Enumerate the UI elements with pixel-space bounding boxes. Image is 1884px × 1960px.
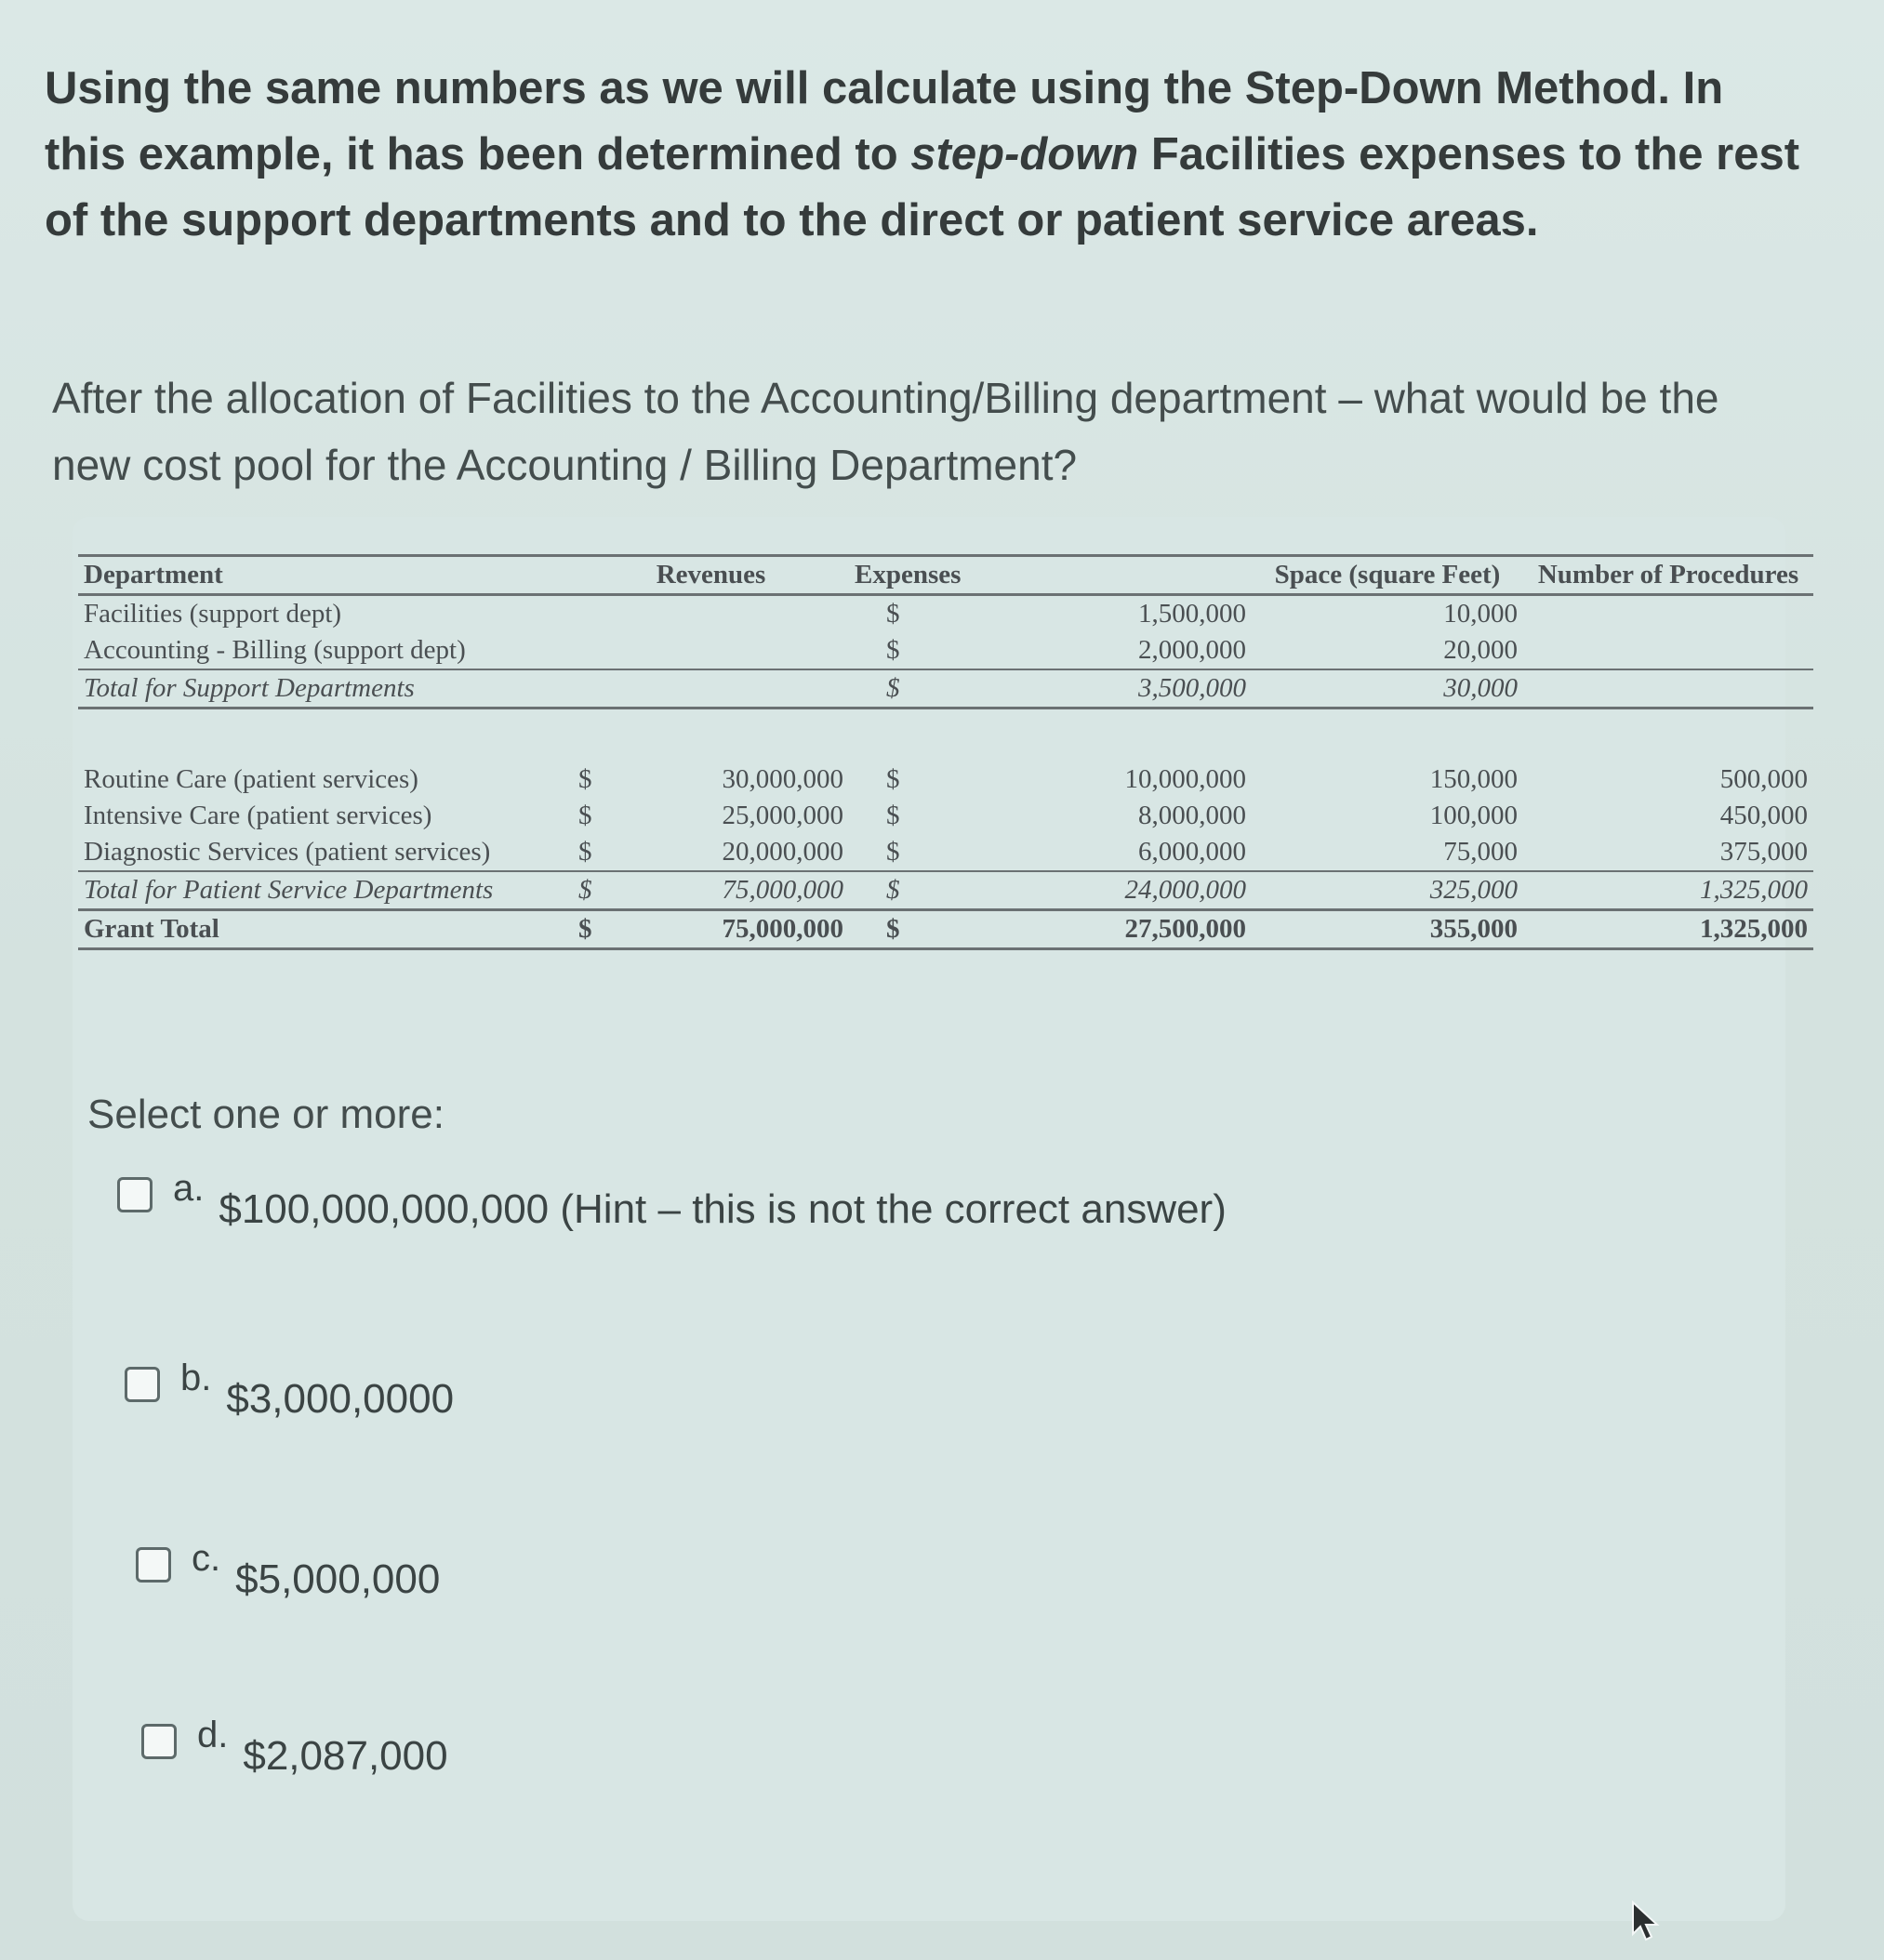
option-letter: a. xyxy=(173,1168,205,1209)
cell-department: Accounting - Billing (support dept) xyxy=(84,635,466,665)
cell-department: Intensive Care (patient services) xyxy=(84,801,432,830)
checkbox-a[interactable] xyxy=(117,1177,153,1212)
cell-rev-symbol: $ xyxy=(578,837,592,867)
cell-space: 10,000 xyxy=(1443,599,1518,629)
cell-revenues xyxy=(617,632,849,669)
option-letter: b. xyxy=(180,1357,212,1398)
cell-exp-symbol: $ xyxy=(885,801,900,830)
department-table xyxy=(78,554,1813,950)
cell-procedures: 375,000 xyxy=(1719,837,1808,867)
cell-exp-symbol: $ xyxy=(885,764,900,794)
cell-space: 20,000 xyxy=(1443,635,1518,665)
table-grand-total-row xyxy=(78,910,1813,949)
cell-space: 355,000 xyxy=(1252,910,1523,949)
option-text: $2,087,000 xyxy=(243,1733,448,1779)
cell-revenues xyxy=(617,669,849,709)
cell-exp-symbol: $ xyxy=(849,871,969,910)
cell-rev-symbol: $ xyxy=(578,801,592,830)
header-revenues: Revenues xyxy=(573,556,849,595)
cell-space: 100,000 xyxy=(1429,801,1518,830)
cell-procedures xyxy=(1523,632,1813,669)
cell-revenues xyxy=(617,595,849,633)
intro-emphasis: step-down xyxy=(910,129,1139,179)
checkbox-d[interactable] xyxy=(141,1724,177,1759)
select-instruction: Select one or more: xyxy=(87,1092,444,1137)
option-text: $3,000,0000 xyxy=(226,1376,455,1422)
option-letter: d. xyxy=(197,1715,229,1755)
header-expenses: Expenses xyxy=(849,556,1252,595)
cell-procedures: 1,325,000 xyxy=(1523,871,1813,910)
cell-department: Total for Patient Service Departments xyxy=(78,871,573,910)
cell-expenses: 24,000,000 xyxy=(969,871,1252,910)
cell-expenses: 10,000,000 xyxy=(1124,764,1246,794)
intro-part2: Facilities expenses to the rest of the support departments and to the direct or patient service areas. xyxy=(45,129,1800,245)
table-total-row xyxy=(78,669,1813,709)
cell-rev-symbol xyxy=(573,595,617,633)
cell-procedures xyxy=(1523,669,1813,709)
cell-space: 150,000 xyxy=(1429,764,1518,794)
option-text: $5,000,000 xyxy=(235,1556,441,1602)
cell-department: Total for Support Departments xyxy=(78,669,573,709)
header-procedures: Number of Procedures xyxy=(1523,556,1813,595)
cell-space: 325,000 xyxy=(1252,871,1523,910)
answer-option-d[interactable] xyxy=(141,1715,448,1780)
option-text: $100,000,000,000 (Hint – this is not the correct answer) xyxy=(219,1186,1227,1232)
cell-exp-symbol: $ xyxy=(849,910,969,949)
table-row xyxy=(78,834,1813,871)
cell-exp-symbol: $ xyxy=(885,837,900,867)
checkbox-c[interactable] xyxy=(136,1547,171,1583)
cell-rev-symbol xyxy=(573,632,617,669)
question-text: After the allocation of Facilities to the Accounting/Billing department – what would be the new cost pool for the Accounting / Billing Department? xyxy=(52,374,1719,489)
cell-department: Diagnostic Services (patient services) xyxy=(84,837,491,867)
cell-expenses: 6,000,000 xyxy=(1138,837,1246,867)
header-space: Space (square Feet) xyxy=(1252,556,1523,595)
data-table-image xyxy=(78,554,1813,944)
cell-revenues: 75,000,000 xyxy=(617,871,849,910)
table-row xyxy=(78,595,1813,633)
table-spacer-row xyxy=(78,709,1813,762)
table-total-row xyxy=(78,871,1813,910)
table-row xyxy=(78,761,1813,798)
cell-revenues: 25,000,000 xyxy=(722,801,843,830)
cell-procedures: 450,000 xyxy=(1719,801,1808,830)
cell-rev-symbol: $ xyxy=(578,764,592,794)
cell-exp-symbol: $ xyxy=(885,599,900,629)
cell-exp-symbol: $ xyxy=(885,635,900,665)
option-letter: c. xyxy=(192,1538,221,1579)
cell-expenses: 27,500,000 xyxy=(969,910,1252,949)
table-row xyxy=(78,632,1813,669)
cell-expenses: 1,500,000 xyxy=(1138,599,1246,629)
cell-department: Facilities (support dept) xyxy=(84,599,342,629)
cell-rev-symbol: $ xyxy=(573,910,617,949)
cell-expenses: 8,000,000 xyxy=(1138,801,1246,830)
cell-expenses: 3,500,000 xyxy=(969,669,1252,709)
table-header-row xyxy=(78,556,1813,595)
cell-exp-symbol: $ xyxy=(849,669,969,709)
cell-rev-symbol: $ xyxy=(573,871,617,910)
intro-text xyxy=(45,56,1811,254)
answer-option-c[interactable] xyxy=(136,1538,441,1603)
mouse-cursor-icon xyxy=(1629,1900,1663,1943)
cell-department: Grant Total xyxy=(78,910,573,949)
cell-revenues: 30,000,000 xyxy=(722,764,843,794)
cell-revenues: 75,000,000 xyxy=(617,910,849,949)
intro-part1: Using the same numbers as we will calculate using the Step-Down Method. In this example, it has been determined to xyxy=(45,63,1724,179)
header-department: Department xyxy=(78,556,573,595)
cell-procedures: 500,000 xyxy=(1719,764,1808,794)
cell-space: 75,000 xyxy=(1443,837,1518,867)
table-row xyxy=(78,798,1813,834)
answer-option-a[interactable] xyxy=(117,1168,1227,1233)
cell-rev-symbol xyxy=(573,669,617,709)
cell-department: Routine Care (patient services) xyxy=(84,764,418,794)
cell-procedures: 1,325,000 xyxy=(1523,910,1813,949)
cell-expenses: 2,000,000 xyxy=(1138,635,1246,665)
answer-option-b[interactable] xyxy=(125,1357,455,1423)
cell-procedures xyxy=(1523,595,1813,633)
checkbox-b[interactable] xyxy=(125,1367,160,1402)
cell-revenues: 20,000,000 xyxy=(722,837,843,867)
cell-space: 30,000 xyxy=(1252,669,1523,709)
